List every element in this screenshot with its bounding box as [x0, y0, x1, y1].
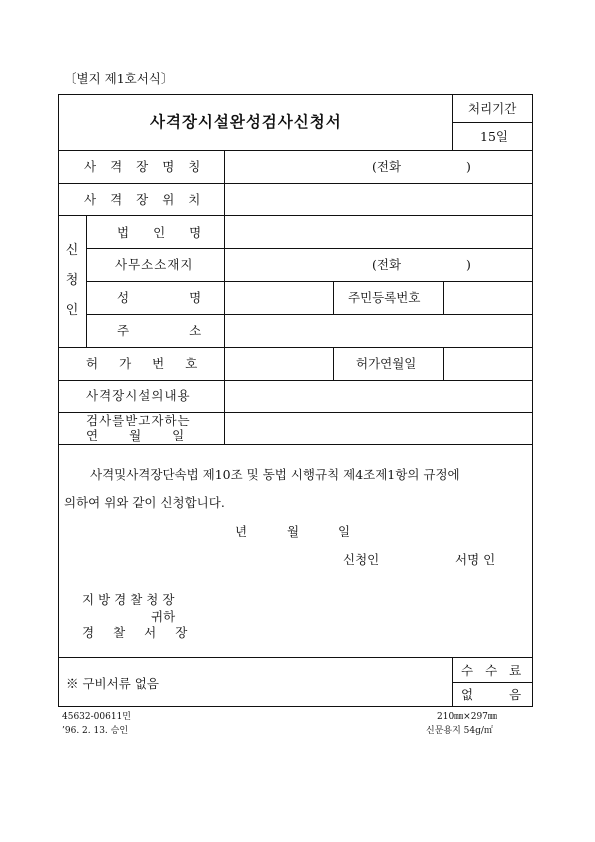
permit-no-field[interactable]	[225, 348, 332, 380]
frame-bottom	[58, 706, 533, 707]
frame-top	[58, 94, 533, 95]
label-inspection-date-2: 연월일	[86, 428, 216, 443]
recipient-2: 경찰서장	[82, 625, 207, 640]
signature-label: 서명 인	[455, 552, 496, 567]
phone-label-1: (전화	[372, 159, 402, 174]
name-field[interactable]	[225, 282, 332, 314]
frame-right	[532, 94, 533, 707]
form-title: 사격장시설완성검사신청서	[150, 113, 342, 131]
recipient-honorific: 귀하	[151, 609, 176, 624]
inspection-date-field[interactable]	[225, 413, 532, 444]
label-permit-no: 허가번호	[86, 356, 219, 371]
label-inspection-date-1: 검사를받고자하는	[86, 413, 191, 428]
recipient-1: 지방경찰청장	[82, 592, 179, 607]
phone-close-1: )	[466, 159, 471, 174]
declaration-line-2: 의하여 위와 같이 신청합니다.	[64, 495, 225, 510]
label-resident-no: 주민등록번호	[348, 290, 421, 305]
corp-name-field[interactable]	[225, 216, 532, 248]
fee-label: 수수료	[461, 663, 534, 678]
applicant-sign-label: 신청인	[343, 552, 380, 567]
form-header: 〔별지 제1호서식〕	[64, 71, 174, 86]
address-field[interactable]	[225, 315, 532, 347]
range-name-field[interactable]	[225, 151, 532, 183]
label-office-address: 사무소소재지	[115, 257, 194, 272]
approval-date: ’96. 2. 13. 승인	[62, 726, 129, 736]
label-name: 성명	[117, 290, 262, 305]
required-docs-note: ※ 구비서류 없음	[66, 676, 159, 691]
fee-value: 없음	[461, 687, 558, 702]
resident-no-field[interactable]	[444, 282, 532, 314]
label-range-location: 사격장위치	[84, 192, 215, 207]
label-corp-name: 법인명	[117, 225, 226, 240]
date-day: 일	[338, 524, 351, 539]
declaration-line-1: 사격및사격장단속법 제10조 및 동법 시행규칙 제4조제1항의 규정에	[90, 467, 460, 482]
range-location-field[interactable]	[225, 184, 532, 215]
permit-date-field[interactable]	[444, 348, 532, 380]
phone-close-2: )	[466, 257, 471, 272]
date-month: 월	[287, 524, 300, 539]
label-permit-date: 허가연월일	[356, 356, 417, 371]
facility-content-field[interactable]	[225, 381, 532, 412]
label-facility-content: 사격장시설의내용	[86, 388, 191, 403]
date-year: 년	[235, 524, 248, 539]
paper-size: 210㎜×297㎜	[437, 712, 497, 722]
form-number: 45632-00611민	[62, 712, 131, 722]
processing-label: 처리기간	[468, 101, 517, 116]
processing-value: 15일	[480, 129, 508, 144]
paper-type: 신문용지 54g/㎡	[426, 726, 493, 736]
label-range-name: 사격장명칭	[84, 159, 215, 174]
frame-left	[58, 94, 59, 707]
label-address: 주소	[117, 323, 262, 338]
office-address-field[interactable]	[225, 249, 532, 281]
label-applicant: 신 청 인	[65, 243, 79, 318]
phone-label-2: (전화	[372, 257, 402, 272]
